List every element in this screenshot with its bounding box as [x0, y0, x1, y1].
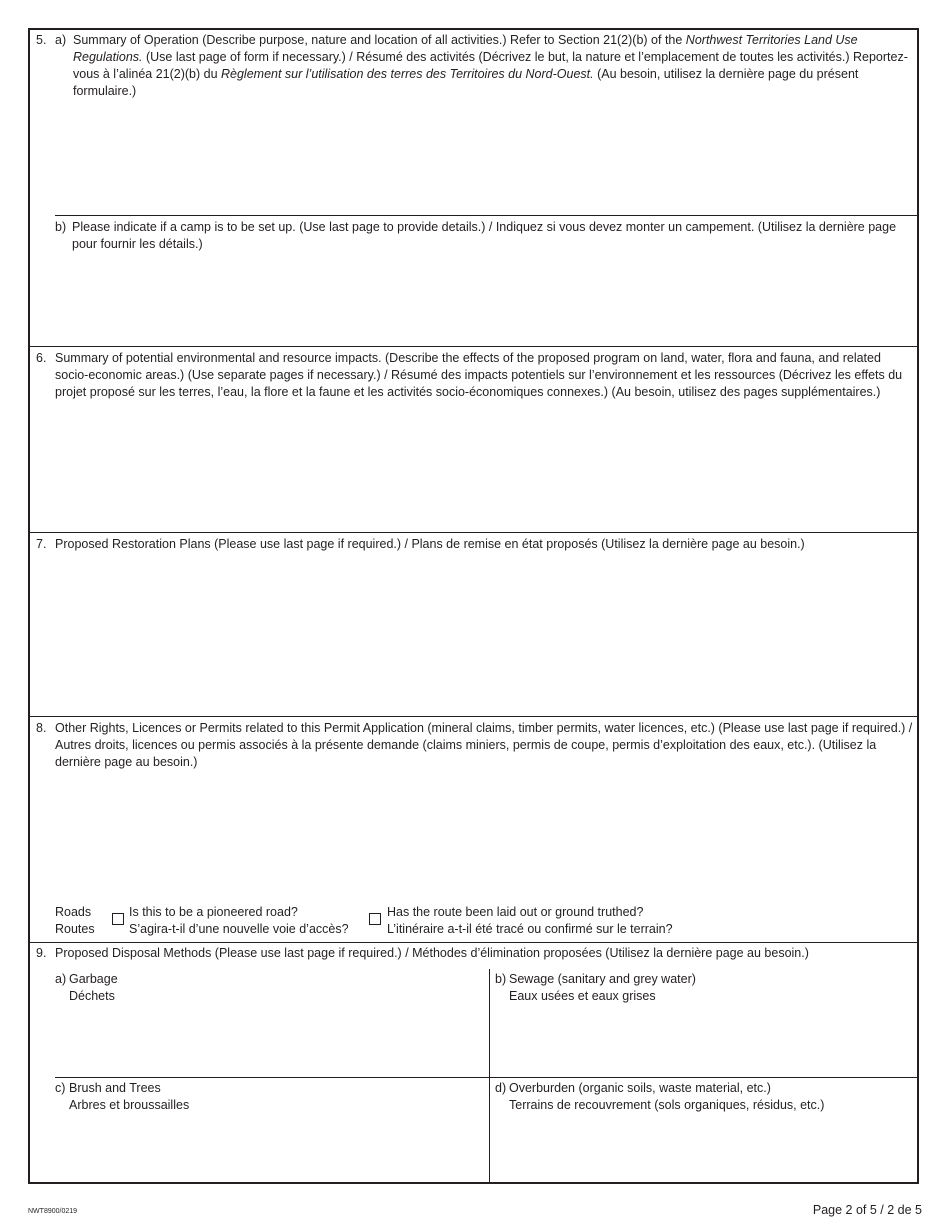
- section-divider-7: [30, 532, 919, 533]
- q5-divider: [55, 215, 917, 216]
- q7-question: Proposed Restoration Plans (Please use last page if required.) / Plans de remise en état proposés (Utilisez la dernière page au besoin.): [55, 537, 805, 551]
- q8-answer-field[interactable]: [55, 774, 915, 898]
- q9c-prefix: c): [55, 1081, 66, 1095]
- q6-number: 6.: [36, 351, 47, 365]
- q9c-label: [55, 1080, 475, 1114]
- q5a-text-2: (Use last page of form if necessary.) / Résumé des activités (Décrivez le but, la nature et l’emplacement de toutes les activités.) Reportez-vous à l’alinéa 21(2)(b) du: [73, 50, 908, 81]
- q5b-text: Please indicate if a camp is to be set up. (Use last page to provide details.) / Indiquez si vous devez monter un campement. (Utilisez la dernière page pour fournir les détails.): [72, 220, 897, 251]
- q9b-label-fr: Eaux usées et eaux grises: [509, 989, 656, 1003]
- q8-number: 8.: [36, 721, 47, 735]
- q9a-prefix: a): [55, 972, 67, 986]
- q7-answer-field[interactable]: [55, 558, 915, 713]
- permit-form-page: [28, 28, 919, 1184]
- roads-label-fr: Routes: [55, 922, 95, 936]
- q5a-regulation-fr: Règlement sur l’utilisation des terres des Territoires du Nord-Ouest.: [221, 67, 594, 81]
- pioneered-road-label-en: Is this to be a pioneered road?: [129, 905, 298, 919]
- q9d-label: [495, 1080, 910, 1114]
- route-laid-out-checkbox[interactable]: [369, 913, 381, 925]
- q9d-overburden-field[interactable]: [495, 1116, 913, 1180]
- roads-label: [55, 904, 95, 938]
- q7-number: 7.: [36, 537, 47, 551]
- roads-label-en: Roads: [55, 905, 92, 919]
- q5a-answer-field[interactable]: [55, 102, 915, 212]
- route-laid-out-label-en: Has the route been laid out or ground truthed?: [387, 905, 644, 919]
- q6-question: Summary of potential environmental and resource impacts. (Describe the effects of the proposed program on land, water, flora and fauna, and related socio-economic areas.) (Use separate pages if necessary.) / Résumé des impacts potentiels sur l’environnement et les ressources (Décrivez les effets du projet proposé sur les terres, l’eau, la flore et la faune et les activités socio-économiques connexes.) (Au besoin, utilisez des pages supplémentaires.): [55, 351, 903, 399]
- pioneered-road-label: [129, 904, 349, 938]
- page-number: Page 2 of 5 / 2 de 5: [812, 1203, 922, 1217]
- q9b-prefix: b): [495, 972, 507, 986]
- q9b-label: [495, 971, 910, 1005]
- q8-question: Other Rights, Licences or Permits related to this Permit Application (mineral claims, timber permits, water licences, etc.) (Please use last page if required.) / Autres droits, licences ou permis associés à la présente demande (claims miniers, permis de coupe, permis d’exploitation des eaux, etc.). (Utilisez la dernière page au besoin.): [55, 721, 913, 769]
- q9a-garbage-field[interactable]: [55, 1007, 485, 1073]
- q9c-label-en: Brush and Trees: [69, 1081, 161, 1095]
- section-divider-8: [30, 716, 919, 717]
- q9-row-divider: [55, 1077, 919, 1078]
- q5a-text-3: (Au besoin, utilisez la dernière page du présent formulaire.): [73, 67, 859, 98]
- q5b-prefix: b): [55, 220, 67, 234]
- q9a-label-fr: Déchets: [69, 989, 115, 1003]
- pioneered-road-label-fr: S’agira-t-il d’une nouvelle voie d’accès?: [129, 922, 349, 936]
- q9-question: Proposed Disposal Methods (Please use last page if required.) / Méthodes d’élimination proposées (Utilisez la dernière page au besoin.): [55, 946, 809, 960]
- q5a-regulation-en: Northwest Territories Land Use Regulations.: [73, 33, 858, 64]
- q9d-prefix: d): [495, 1081, 507, 1095]
- q9a-label-en: Garbage: [69, 972, 118, 986]
- q5a-text-1: Summary of Operation (Describe purpose, nature and location of all activities.) Refer to Section 21(2)(b) of the: [73, 33, 686, 47]
- q9a-label: [55, 971, 475, 1005]
- q5b-answer-field[interactable]: [55, 256, 915, 344]
- q9b-sewage-field[interactable]: [495, 1007, 913, 1073]
- q9-number: 9.: [36, 946, 47, 960]
- q5a-question: [55, 32, 913, 100]
- q9c-brush-field[interactable]: [55, 1116, 485, 1180]
- section-divider-6: [30, 346, 919, 347]
- q9c-label-fr: Arbres et broussailles: [69, 1098, 190, 1112]
- q9d-label-fr: Terrains de recouvrement (sols organiques, résidus, etc.): [509, 1098, 825, 1112]
- q9d-label-en: Overburden (organic soils, waste material, etc.): [509, 1081, 771, 1095]
- q6-answer-field[interactable]: [55, 422, 915, 530]
- q5a-prefix: a): [55, 33, 67, 47]
- section-divider-9: [30, 942, 919, 943]
- route-laid-out-label-fr: L’itinéraire a-t-il été tracé ou confirmé sur le terrain?: [387, 922, 673, 936]
- route-laid-out-label: [387, 904, 673, 938]
- form-code: NWT8900/0219: [28, 1208, 78, 1215]
- q9b-label-en: Sewage (sanitary and grey water): [509, 972, 696, 986]
- q5-number: 5.: [36, 33, 47, 47]
- q5b-question: [55, 219, 913, 253]
- pioneered-road-checkbox[interactable]: [112, 913, 124, 925]
